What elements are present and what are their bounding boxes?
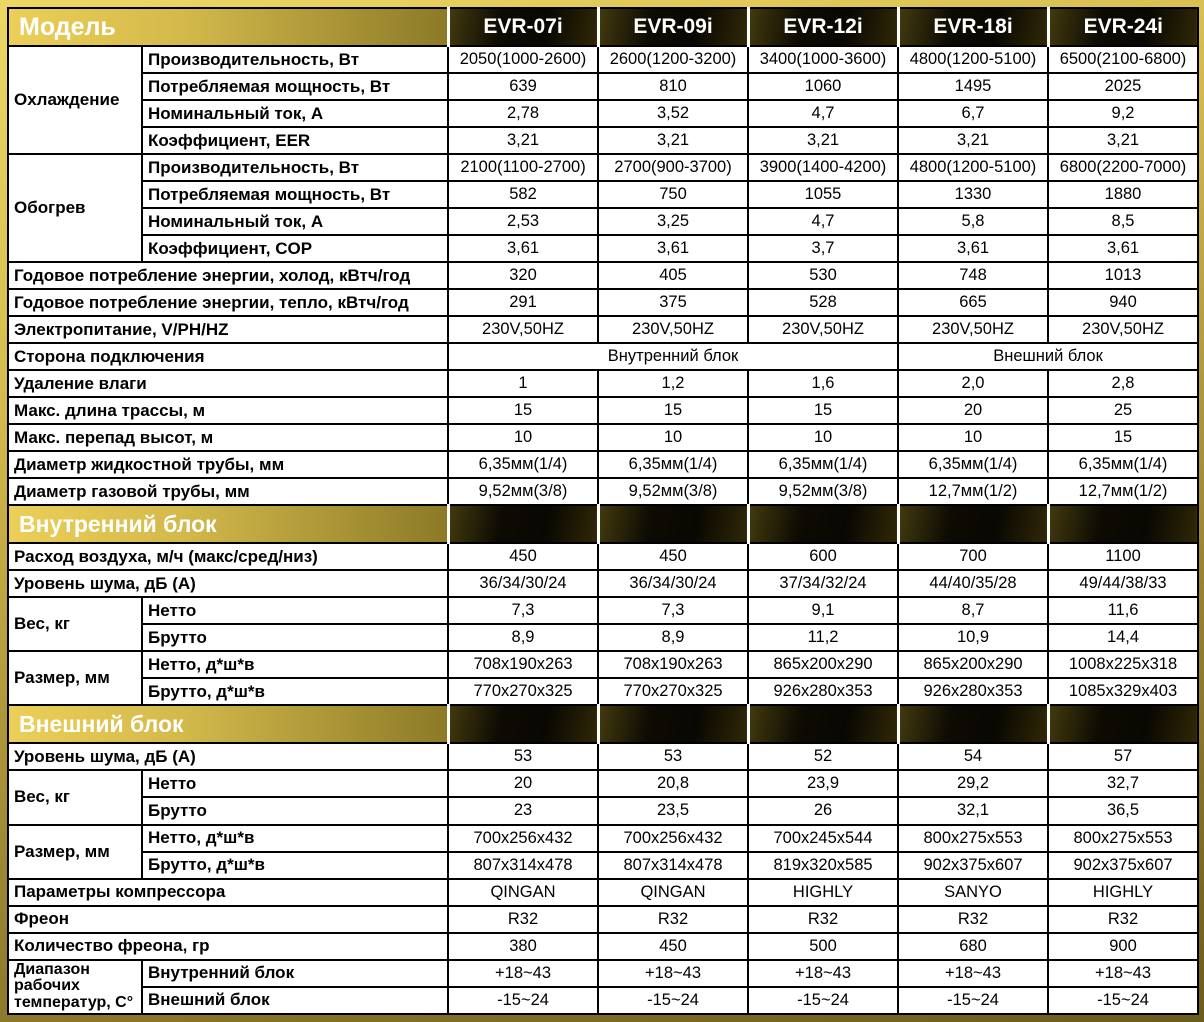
row-outdoor-size-gross <box>8 852 1198 879</box>
value-cell: 700x245x544 <box>748 825 898 852</box>
value-cell: 6,35мм(1/4) <box>598 451 748 478</box>
value-cell: 10,9 <box>898 624 1048 651</box>
value-cell: 36/34/30/24 <box>598 570 748 597</box>
value-cell: R32 <box>898 906 1048 933</box>
label-indoor-weight: Вес, кг <box>8 597 142 651</box>
label-cell: Потребляемая мощность, Вт <box>142 181 448 208</box>
value-cell: 7,3 <box>598 597 748 624</box>
value-cell: HIGHLY <box>748 879 898 906</box>
spec-table <box>7 7 1199 1015</box>
value-cell: 700x256x432 <box>448 825 598 852</box>
value-cell: 4,7 <box>748 208 898 235</box>
value-cell: 6,35мм(1/4) <box>448 451 598 478</box>
value-cell: 700 <box>898 543 1048 570</box>
row-heating-current <box>8 208 1198 235</box>
value-cell: 29,2 <box>898 770 1048 797</box>
value-cell: 12,7мм(1/2) <box>898 478 1048 505</box>
section-dark-cell <box>1048 705 1198 743</box>
value-cell: 819x320x585 <box>748 852 898 879</box>
label-cell: Диаметр газовой трубы, мм <box>8 478 448 505</box>
value-cell: 2050(1000-2600) <box>448 46 598 73</box>
row-cooling-power <box>8 73 1198 100</box>
label-operating-temp-range: Диапазон рабочих температур, С° <box>8 960 142 1014</box>
value-cell: 708x190x263 <box>448 651 598 678</box>
value-cell: -15~24 <box>598 987 748 1014</box>
label-cell: Брутто, д*ш*в <box>142 852 448 879</box>
value-cell: 450 <box>598 933 748 960</box>
value-cell: 10 <box>748 424 898 451</box>
value-cell: 230V,50HZ <box>748 316 898 343</box>
value-cell: 10 <box>598 424 748 451</box>
value-cell: 230V,50HZ <box>898 316 1048 343</box>
row-outdoor-noise <box>8 743 1198 770</box>
value-cell: 36/34/30/24 <box>448 570 598 597</box>
value-cell: 3,61 <box>448 235 598 262</box>
value-cell: 6800(2200-7000) <box>1048 154 1198 181</box>
value-cell: 3,25 <box>598 208 748 235</box>
value-cell: 900 <box>1048 933 1198 960</box>
row-moisture-removal <box>8 370 1198 397</box>
value-cell: 3,52 <box>598 100 748 127</box>
value-cell: 2,53 <box>448 208 598 235</box>
value-cell: QINGAN <box>598 879 748 906</box>
value-cell: 37/34/32/24 <box>748 570 898 597</box>
row-indoor-weight-gross <box>8 624 1198 651</box>
value-cell: 291 <box>448 289 598 316</box>
row-heating-capacity <box>8 154 1198 181</box>
value-cell: 10 <box>898 424 1048 451</box>
label-cell: Фреон <box>8 906 448 933</box>
value-cell: 902x375x607 <box>898 852 1048 879</box>
row-annual-energy-cooling <box>8 262 1198 289</box>
value-cell: 3900(1400-4200) <box>748 154 898 181</box>
value-cell: 1880 <box>1048 181 1198 208</box>
value-cell: 20 <box>448 770 598 797</box>
row-cooling-eer <box>8 127 1198 154</box>
value-cell: 3,7 <box>748 235 898 262</box>
value-cell: 8,7 <box>898 597 1048 624</box>
label-cell: Внутренний блок <box>142 960 448 987</box>
label-cell: Уровень шума, дБ (А) <box>8 743 448 770</box>
section-dark-cell <box>448 505 598 543</box>
value-cell: 54 <box>898 743 1048 770</box>
value-cell: 25 <box>1048 397 1198 424</box>
value-cell: 230V,50HZ <box>448 316 598 343</box>
section-header-outdoor-unit: Внешний блок <box>8 705 448 743</box>
label-cell: Годовое потребление энергии, холод, кВтч/год <box>8 262 448 289</box>
value-cell: 940 <box>1048 289 1198 316</box>
section-dark-cell <box>898 705 1048 743</box>
row-heating-cop <box>8 235 1198 262</box>
value-cell: 20,8 <box>598 770 748 797</box>
label-cell: Сторона подключения <box>8 343 448 370</box>
value-cell: HIGHLY <box>1048 879 1198 906</box>
value-cell: 3,21 <box>598 127 748 154</box>
section-dark-cell <box>1048 505 1198 543</box>
row-heating-power <box>8 181 1198 208</box>
value-cell: 450 <box>598 543 748 570</box>
label-cell: Потребляемая мощность, Вт <box>142 73 448 100</box>
section-outdoor-unit-row <box>8 705 1198 743</box>
value-cell: 9,1 <box>748 597 898 624</box>
value-cell: 15 <box>598 397 748 424</box>
value-cell: 26 <box>748 797 898 824</box>
label-cell: Параметры компрессора <box>8 879 448 906</box>
value-cell: 1,6 <box>748 370 898 397</box>
value-cell: 32,1 <box>898 797 1048 824</box>
value-cell: 3,61 <box>598 235 748 262</box>
value-cell: 405 <box>598 262 748 289</box>
value-cell: 9,52мм(3/8) <box>598 478 748 505</box>
value-cell: R32 <box>598 906 748 933</box>
value-cell: 926x280x353 <box>748 678 898 705</box>
value-cell: 320 <box>448 262 598 289</box>
value-cell: R32 <box>748 906 898 933</box>
value-cell: 770x270x325 <box>598 678 748 705</box>
value-cell: 6,7 <box>898 100 1048 127</box>
value-cell: 865x200x290 <box>898 651 1048 678</box>
value-cell: 12,7мм(1/2) <box>1048 478 1198 505</box>
value-cell: +18~43 <box>1048 960 1198 987</box>
value-cell: 450 <box>448 543 598 570</box>
row-indoor-weight-net <box>8 597 1198 624</box>
row-outdoor-weight-gross <box>8 797 1198 824</box>
value-cell: 3,21 <box>1048 127 1198 154</box>
value-cell: 6,35мм(1/4) <box>1048 451 1198 478</box>
value-cell: SANYO <box>898 879 1048 906</box>
value-cell: 1055 <box>748 181 898 208</box>
value-cell: 500 <box>748 933 898 960</box>
model-header-evr-24i: EVR-24i <box>1048 8 1198 46</box>
row-power-supply <box>8 316 1198 343</box>
value-cell: 807x314x478 <box>598 852 748 879</box>
row-annual-energy-heating <box>8 289 1198 316</box>
value-cell: 230V,50HZ <box>598 316 748 343</box>
value-cell: 10 <box>448 424 598 451</box>
label-cell: Удаление влаги <box>8 370 448 397</box>
value-cell: +18~43 <box>598 960 748 987</box>
section-dark-cell <box>598 505 748 543</box>
value-cell: 2,8 <box>1048 370 1198 397</box>
model-header-evr-18i: EVR-18i <box>898 8 1048 46</box>
value-cell: 14,4 <box>1048 624 1198 651</box>
row-refrigerant <box>8 906 1198 933</box>
row-outdoor-weight-net <box>8 770 1198 797</box>
value-cell: 8,9 <box>448 624 598 651</box>
value-cell: 770x270x325 <box>448 678 598 705</box>
value-cell: 4800(1200-5100) <box>898 154 1048 181</box>
value-cell: 57 <box>1048 743 1198 770</box>
value-cell: 1013 <box>1048 262 1198 289</box>
section-indoor-unit-row <box>8 505 1198 543</box>
value-cell: 810 <box>598 73 748 100</box>
label-cell: Нетто <box>142 597 448 624</box>
row-gas-pipe-diameter <box>8 478 1198 505</box>
value-cell: 3,61 <box>1048 235 1198 262</box>
value-cell: 20 <box>898 397 1048 424</box>
value-cell: 5,8 <box>898 208 1048 235</box>
value-cell: 52 <box>748 743 898 770</box>
value-cell: -15~24 <box>1048 987 1198 1014</box>
label-cell: Нетто <box>142 770 448 797</box>
value-cell: 53 <box>598 743 748 770</box>
label-cell: Количество фреона, гр <box>8 933 448 960</box>
row-outdoor-size-net <box>8 825 1198 852</box>
value-cell: 3,21 <box>748 127 898 154</box>
value-cell: 375 <box>598 289 748 316</box>
value-cell: 11,6 <box>1048 597 1198 624</box>
value-cell: 23,5 <box>598 797 748 824</box>
label-cell: Годовое потребление энергии, тепло, кВтч/год <box>8 289 448 316</box>
section-dark-cell <box>598 705 748 743</box>
label-cell: Коэффициент, COP <box>142 235 448 262</box>
value-cell: 8,5 <box>1048 208 1198 235</box>
section-dark-cell <box>898 505 1048 543</box>
row-temp-range-indoor <box>8 960 1198 987</box>
label-cell: Брутто, д*ш*в <box>142 678 448 705</box>
value-cell: 926x280x353 <box>898 678 1048 705</box>
row-compressor <box>8 879 1198 906</box>
value-cell: 639 <box>448 73 598 100</box>
value-cell: 3,21 <box>448 127 598 154</box>
value-cell: 53 <box>448 743 598 770</box>
label-cell: Внешний блок <box>142 987 448 1014</box>
label-cell: Уровень шума, дБ (А) <box>8 570 448 597</box>
model-header-evr-09i: EVR-09i <box>598 8 748 46</box>
label-cell: Нетто, д*ш*в <box>142 825 448 852</box>
value-cell: 6,35мм(1/4) <box>898 451 1048 478</box>
value-cell: 1100 <box>1048 543 1198 570</box>
value-cell: 665 <box>898 289 1048 316</box>
model-header-row <box>8 8 1198 46</box>
value-cell: Внешний блок <box>898 343 1198 370</box>
value-cell: -15~24 <box>748 987 898 1014</box>
value-cell: 9,2 <box>1048 100 1198 127</box>
value-cell: 865x200x290 <box>748 651 898 678</box>
value-cell: 49/44/38/33 <box>1048 570 1198 597</box>
value-cell: 230V,50HZ <box>1048 316 1198 343</box>
value-cell: +18~43 <box>898 960 1048 987</box>
value-cell: 1495 <box>898 73 1048 100</box>
row-max-height-diff <box>8 424 1198 451</box>
value-cell: 600 <box>748 543 898 570</box>
value-cell: 9,52мм(3/8) <box>748 478 898 505</box>
label-cell: Расход воздуха, м/ч (макс/сред/низ) <box>8 543 448 570</box>
section-dark-cell <box>748 705 898 743</box>
value-cell: 23,9 <box>748 770 898 797</box>
value-cell: R32 <box>448 906 598 933</box>
section-dark-cell <box>448 705 598 743</box>
row-max-pipe-length <box>8 397 1198 424</box>
value-cell: 1008x225x318 <box>1048 651 1198 678</box>
value-cell: 380 <box>448 933 598 960</box>
value-cell: Внутренний блок <box>448 343 898 370</box>
value-cell: 1330 <box>898 181 1048 208</box>
row-refrigerant-amount <box>8 933 1198 960</box>
value-cell: 3,21 <box>898 127 1048 154</box>
row-indoor-noise <box>8 570 1198 597</box>
value-cell: 800x275x553 <box>1048 825 1198 852</box>
value-cell: 1,2 <box>598 370 748 397</box>
row-indoor-size-gross <box>8 678 1198 705</box>
section-dark-cell <box>748 505 898 543</box>
value-cell: 708x190x263 <box>598 651 748 678</box>
value-cell: 15 <box>448 397 598 424</box>
label-cell: Брутто <box>142 624 448 651</box>
value-cell: 4800(1200-5100) <box>898 46 1048 73</box>
row-indoor-size-net <box>8 651 1198 678</box>
value-cell: 2025 <box>1048 73 1198 100</box>
label-cell: Производительность, Вт <box>142 46 448 73</box>
value-cell: -15~24 <box>448 987 598 1014</box>
value-cell: 4,7 <box>748 100 898 127</box>
value-cell: 1085x329x403 <box>1048 678 1198 705</box>
value-cell: -15~24 <box>898 987 1048 1014</box>
value-cell: 3,61 <box>898 235 1048 262</box>
value-cell: 582 <box>448 181 598 208</box>
value-cell: R32 <box>1048 906 1198 933</box>
value-cell: 700x256x432 <box>598 825 748 852</box>
row-cooling-current <box>8 100 1198 127</box>
label-cell: Номинальный ток, А <box>142 100 448 127</box>
label-cell: Электропитание, V/PH/HZ <box>8 316 448 343</box>
model-header-evr-12i: EVR-12i <box>748 8 898 46</box>
value-cell: 2,0 <box>898 370 1048 397</box>
value-cell: 750 <box>598 181 748 208</box>
label-outdoor-size: Размер, мм <box>8 825 142 879</box>
value-cell: 44/40/35/28 <box>898 570 1048 597</box>
row-liquid-pipe-diameter <box>8 451 1198 478</box>
value-cell: 902x375x607 <box>1048 852 1198 879</box>
value-cell: 7,3 <box>448 597 598 624</box>
value-cell: 6500(2100-6800) <box>1048 46 1198 73</box>
label-cell: Макс. перепад высот, м <box>8 424 448 451</box>
label-outdoor-weight: Вес, кг <box>8 770 142 824</box>
value-cell: 680 <box>898 933 1048 960</box>
label-cell: Номинальный ток, А <box>142 208 448 235</box>
label-cell: Брутто <box>142 797 448 824</box>
value-cell: 2100(1100-2700) <box>448 154 598 181</box>
value-cell: 1060 <box>748 73 898 100</box>
value-cell: +18~43 <box>448 960 598 987</box>
value-cell: 528 <box>748 289 898 316</box>
value-cell: 15 <box>748 397 898 424</box>
model-column-label: Модель <box>8 8 448 46</box>
label-cell: Нетто, д*ш*в <box>142 651 448 678</box>
value-cell: 2,78 <box>448 100 598 127</box>
label-indoor-size: Размер, мм <box>8 651 142 705</box>
label-cell: Макс. длина трассы, м <box>8 397 448 424</box>
value-cell: 800x275x553 <box>898 825 1048 852</box>
spec-table-body <box>8 8 1198 1014</box>
label-cell: Коэффициент, EER <box>142 127 448 154</box>
value-cell: 2600(1200-3200) <box>598 46 748 73</box>
value-cell: +18~43 <box>748 960 898 987</box>
label-heating: Обогрев <box>8 154 142 262</box>
value-cell: 11,2 <box>748 624 898 651</box>
value-cell: 15 <box>1048 424 1198 451</box>
value-cell: 2700(900-3700) <box>598 154 748 181</box>
model-header-evr-07i: EVR-07i <box>448 8 598 46</box>
section-header-indoor-unit: Внутренний блок <box>8 505 448 543</box>
value-cell: 3400(1000-3600) <box>748 46 898 73</box>
label-cooling: Охлаждение <box>8 46 142 154</box>
row-temp-range-outdoor <box>8 987 1198 1014</box>
value-cell: 32,7 <box>1048 770 1198 797</box>
value-cell: 530 <box>748 262 898 289</box>
label-cell: Диаметр жидкостной трубы, мм <box>8 451 448 478</box>
value-cell: 8,9 <box>598 624 748 651</box>
value-cell: 23 <box>448 797 598 824</box>
value-cell: 807x314x478 <box>448 852 598 879</box>
row-indoor-airflow <box>8 543 1198 570</box>
value-cell: 36,5 <box>1048 797 1198 824</box>
value-cell: 1 <box>448 370 598 397</box>
label-cell: Производительность, Вт <box>142 154 448 181</box>
value-cell: 748 <box>898 262 1048 289</box>
row-cooling-capacity <box>8 46 1198 73</box>
value-cell: QINGAN <box>448 879 598 906</box>
value-cell: 9,52мм(3/8) <box>448 478 598 505</box>
value-cell: 6,35мм(1/4) <box>748 451 898 478</box>
row-connection-side <box>8 343 1198 370</box>
